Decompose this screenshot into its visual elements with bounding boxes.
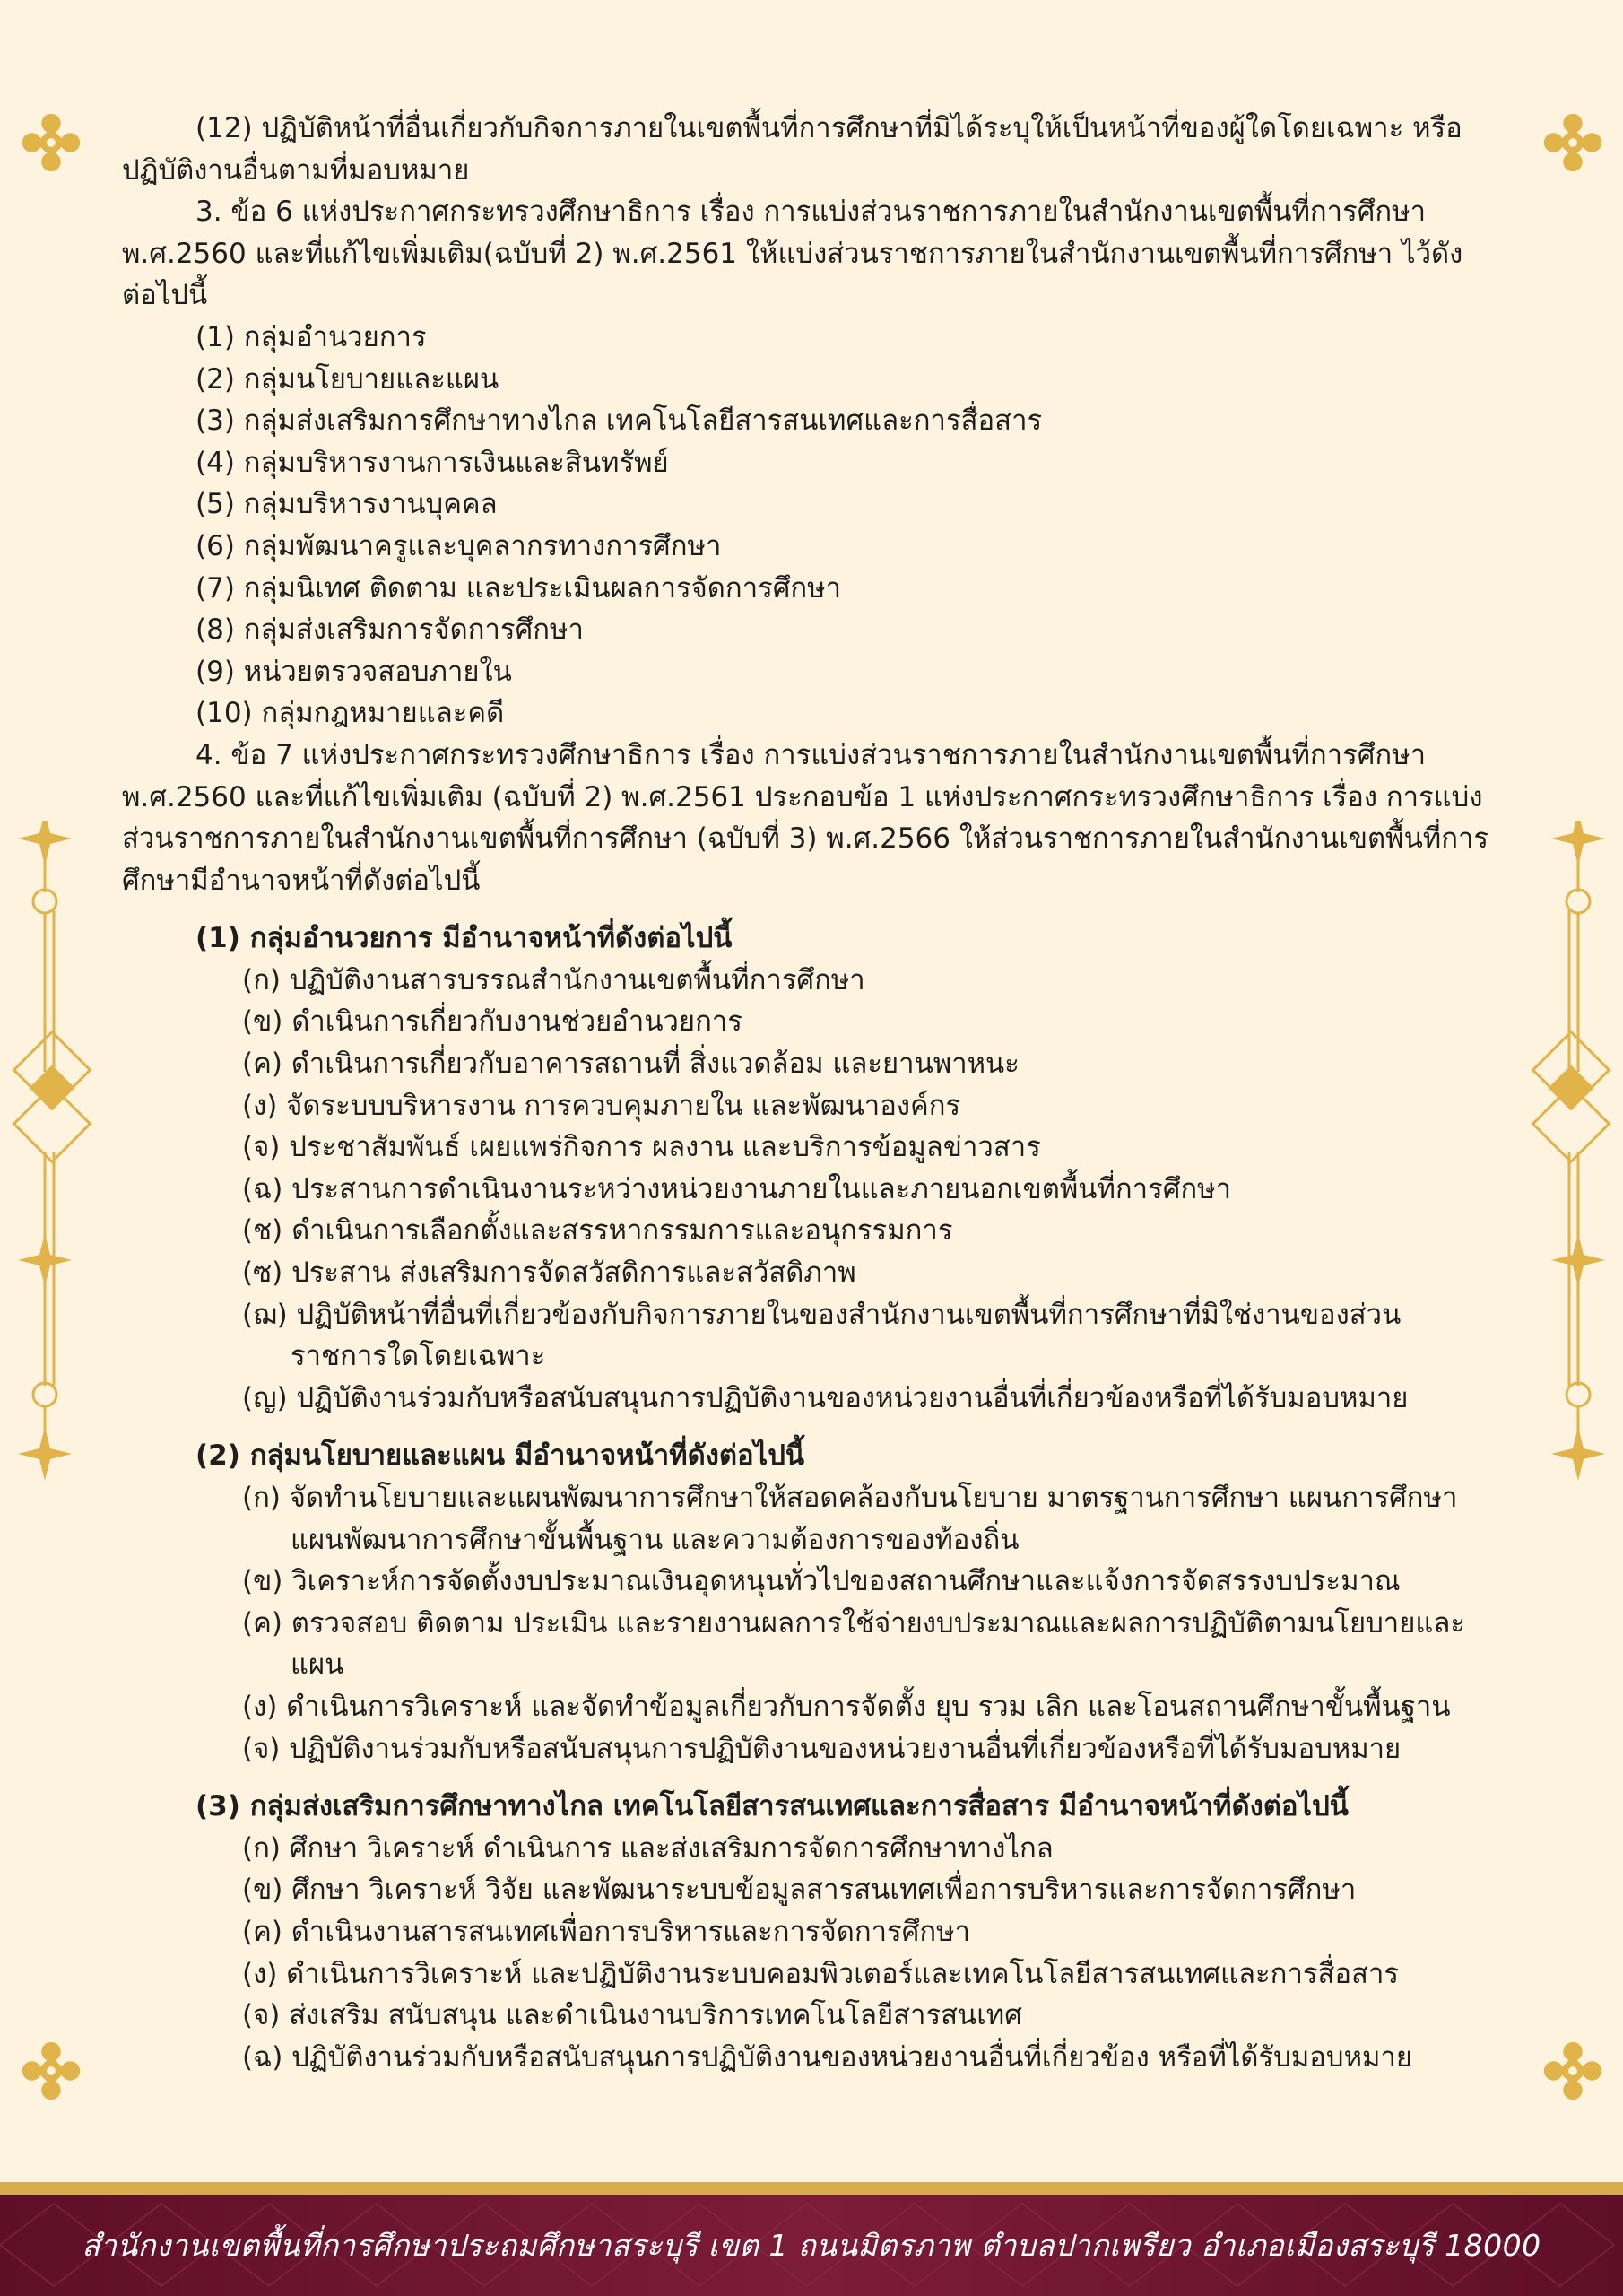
duty-item: (ข) ดำเนินการเกี่ยวกับงานช่วยอำนวยการ <box>242 1005 742 1039</box>
intro-paragraph-item-12: (12) ปฏิบัติหน้าที่อื่นเกี่ยวกับกิจการภายในเขตพื้นที่การศึกษาที่มิได้ระบุให้เป็นหน้าที่ของผู้ใดโดยเฉพาะ หรือปฏิบัติงานอื่นตามที่มอบหมาย <box>122 112 1462 187</box>
section-title: (1) กลุ่มอำนวยการ มีอำนาจหน้าที่ดังต่อไปนี้ <box>195 922 733 955</box>
duty-item: (จ) ประชาสัมพันธ์ เผยแพร่กิจการ ผลงาน และบริการข้อมูลข่าวสาร <box>242 1131 1041 1164</box>
duty-list <box>122 1477 1494 1770</box>
footer-address: สำนักงานเขตพื้นที่การศึกษาประถมศึกษาสระบุรี เขต 1 ถนนมิตรภาพ ตำบลปากเพรียว อำเภอเมืองสระบุรี 18000 <box>82 2228 1541 2263</box>
corner-flower-ornament-bottom-left <box>16 2036 86 2106</box>
division-item: (4) กลุ่มบริหารงานการเงินและสินทรัพย์ <box>195 446 669 479</box>
duty-item: (ง) ดำเนินการวิเคราะห์ และปฏิบัติงานระบบคอมพิวเตอร์และเทคโนโลยีสารสนเทศและการสื่อสาร <box>242 1957 1400 1990</box>
duty-item: (ช) ดำเนินการเลือกตั้งและสรรหากรรมการและอนุกรรมการ <box>242 1214 953 1248</box>
duty-item: (ค) ดำเนินการเกี่ยวกับอาคารสถานที่ สิ่งแวดล้อม และยานพาหนะ <box>242 1048 1020 1081</box>
duty-item: (ฉ) ประสานการดำเนินงานระหว่างหน่วยงานภายในและภายนอกเขตพื้นที่การศึกษา <box>242 1172 1231 1205</box>
corner-flower-ornament-bottom-right <box>1538 2036 1608 2106</box>
duty-item: (ง) จัดระบบบริหารงาน การควบคุมภายใน และพัฒนาองค์กร <box>242 1089 961 1122</box>
document-body <box>122 108 1494 2094</box>
division-item: (5) กลุ่มบริหารงานบุคคล <box>195 488 498 521</box>
side-vertical-ornament-right <box>1506 821 1623 1484</box>
division-item: (7) กลุ่มนิเทศ ติดตาม และประเมินผลการจัดการศึกษา <box>195 571 842 604</box>
division-item: (2) กลุ่มนโยบายและแผน <box>195 362 499 396</box>
duty-item: (ฌ) ปฏิบัติหน้าที่อื่นที่เกี่ยวข้องกับกิจการภายในของสำนักงานเขตพื้นที่การศึกษาที่มิใช่งานของส่วนราชการใดโดยเฉพาะ <box>242 1298 1402 1373</box>
corner-flower-ornament-top-left <box>16 108 86 178</box>
division-item: (8) กลุ่มส่งเสริมการจัดการศึกษา <box>195 613 584 647</box>
duty-item: (ค) ตรวจสอบ ติดตาม ประเมิน และรายงานผลการใช้จ่ายงบประมาณและผลการปฏิบัติตามนโยบายและแผน <box>242 1606 1465 1682</box>
section-administration <box>122 918 1494 1419</box>
section-title: (2) กลุ่มนโยบายและแผน มีอำนาจหน้าที่ดังต่อไปนี้ <box>195 1439 805 1473</box>
division-list <box>122 317 1494 735</box>
duty-item: (ค) ดำเนินงานสารสนเทศเพื่อการบริหารและการจัดการศึกษา <box>242 1915 970 1948</box>
section-policy-and-planning <box>122 1435 1494 1770</box>
duty-item: (ก) ปฏิบัติงานสารบรรณสำนักงานเขตพื้นที่การศึกษา <box>242 963 865 996</box>
duty-item: (ง) ดำเนินการวิเคราะห์ และจัดทำข้อมูลเกี่ยวกับการจัดตั้ง ยุบ รวม เลิก และโอนสถานศึกษาขั้นพื้นฐาน <box>242 1690 1451 1723</box>
duty-item: (ก) ศึกษา วิเคราะห์ ดำเนินการ และส่งเสริมการจัดการศึกษาทางไกล <box>242 1831 1054 1865</box>
section-title: (3) กลุ่มส่งเสริมการศึกษาทางไกล เทคโนโลยีสารสนเทศและการสื่อสาร มีอำนาจหน้าที่ดังต่อไปนี้ <box>195 1790 1349 1823</box>
duty-item: (ก) จัดทำนโยบายและแผนพัฒนาการศึกษาให้สอดคล้องกับนโยบาย มาตรฐานการศึกษา แผนการศึกษาแผนพัฒนาการศึกษาขั้นพื้นฐาน และความต้องการของท้องถิ่น <box>242 1482 1458 1556</box>
division-item: (9) หน่วยตรวจสอบภายใน <box>195 655 512 688</box>
duty-item: (ซ) ประสาน ส่งเสริมการจัดสวัสดิการและสวัสดิภาพ <box>242 1257 856 1290</box>
side-vertical-ornament-left <box>0 821 117 1484</box>
duty-item: (จ) ปฏิบัติงานร่วมกับหรือสนับสนุนการปฏิบัติงานของหน่วยงานอื่นที่เกี่ยวข้องหรือที่ได้รับมอบหมาย <box>242 1732 1402 1765</box>
clause-4-paragraph: 4. ข้อ 7 แห่งประกาศกระทรวงศึกษาธิการ เรื่อง การแบ่งส่วนราชการภายในสำนักงานเขตพื้นที่การศึกษา พ.ศ.2560 และที่แก้ไขเพิ่มเติม (ฉบับที่ 2) พ.ศ.2561 ประกอบข้อ 1 แห่งประกาศกระทรวงศึกษาธิการ เรื่อง การแบ่งส่วนราชการภายในสำนักงานเขตพื้นที่การศึกษา (ฉบับที่ 3) พ.ศ.2566 ให้ส่วนราชการภายในสำนักงานเขตพื้นที่การศึกษามีอำนาจหน้าที่ดังต่อไปนี้ <box>122 738 1489 897</box>
division-item: (3) กลุ่มส่งเสริมการศึกษาทางไกล เทคโนโลยีสารสนเทศและการสื่อสาร <box>195 404 1043 438</box>
duty-item: (ฉ) ปฏิบัติงานร่วมกับหรือสนับสนุนการปฏิบัติงานของหน่วยงานอื่นที่เกี่ยวข้อง หรือที่ได้รับมอบหมาย <box>242 2040 1413 2074</box>
footer-gold-stripe <box>0 2182 1623 2195</box>
duty-item: (จ) ส่งเสริม สนับสนุน และดำเนินงานบริการเทคโนโลยีสารสนเทศ <box>242 1999 1022 2032</box>
division-item: (1) กลุ่มอำนวยการ <box>195 320 427 353</box>
duty-list <box>122 1828 1494 2079</box>
clause-3-paragraph: 3. ข้อ 6 แห่งประกาศกระทรวงศึกษาธิการ เรื่อง การแบ่งส่วนราชการภายในสำนักงานเขตพื้นที่การศึกษา พ.ศ.2560 และที่แก้ไขเพิ่มเติม(ฉบับที่ 2) พ.ศ.2561 ให้แบ่งส่วนราชการภายในสำนักงานเขตพื้นที่การศึกษา ไว้ดังต่อไปนี้ <box>122 196 1463 312</box>
duty-list <box>122 960 1494 1420</box>
duty-sections <box>122 918 1494 2078</box>
footer-banner <box>0 2195 1623 2296</box>
duty-item: (ญ) ปฏิบัติงานร่วมกับหรือสนับสนุนการปฏิบัติงานของหน่วยงานอื่นที่เกี่ยวข้องหรือที่ได้รับมอบหมาย <box>242 1381 1409 1414</box>
division-item: (10) กลุ่มกฎหมายและคดี <box>195 697 505 730</box>
division-item: (6) กลุ่มพัฒนาครูและบุคลากรทางการศึกษา <box>195 529 722 562</box>
duty-item: (ข) วิเคราะห์การจัดตั้งงบประมาณเงินอุดหนุนทั่วไปของสถานศึกษาและแจ้งการจัดสรรงบประมาณ <box>242 1565 1401 1598</box>
duty-item: (ข) ศึกษา วิเคราะห์ วิจัย และพัฒนาระบบข้อมูลสารสนเทศเพื่อการบริหารและการจัดการศึกษา <box>242 1874 1357 1907</box>
section-distance-education-ict <box>122 1786 1494 2078</box>
corner-flower-ornament-top-right <box>1538 108 1608 178</box>
